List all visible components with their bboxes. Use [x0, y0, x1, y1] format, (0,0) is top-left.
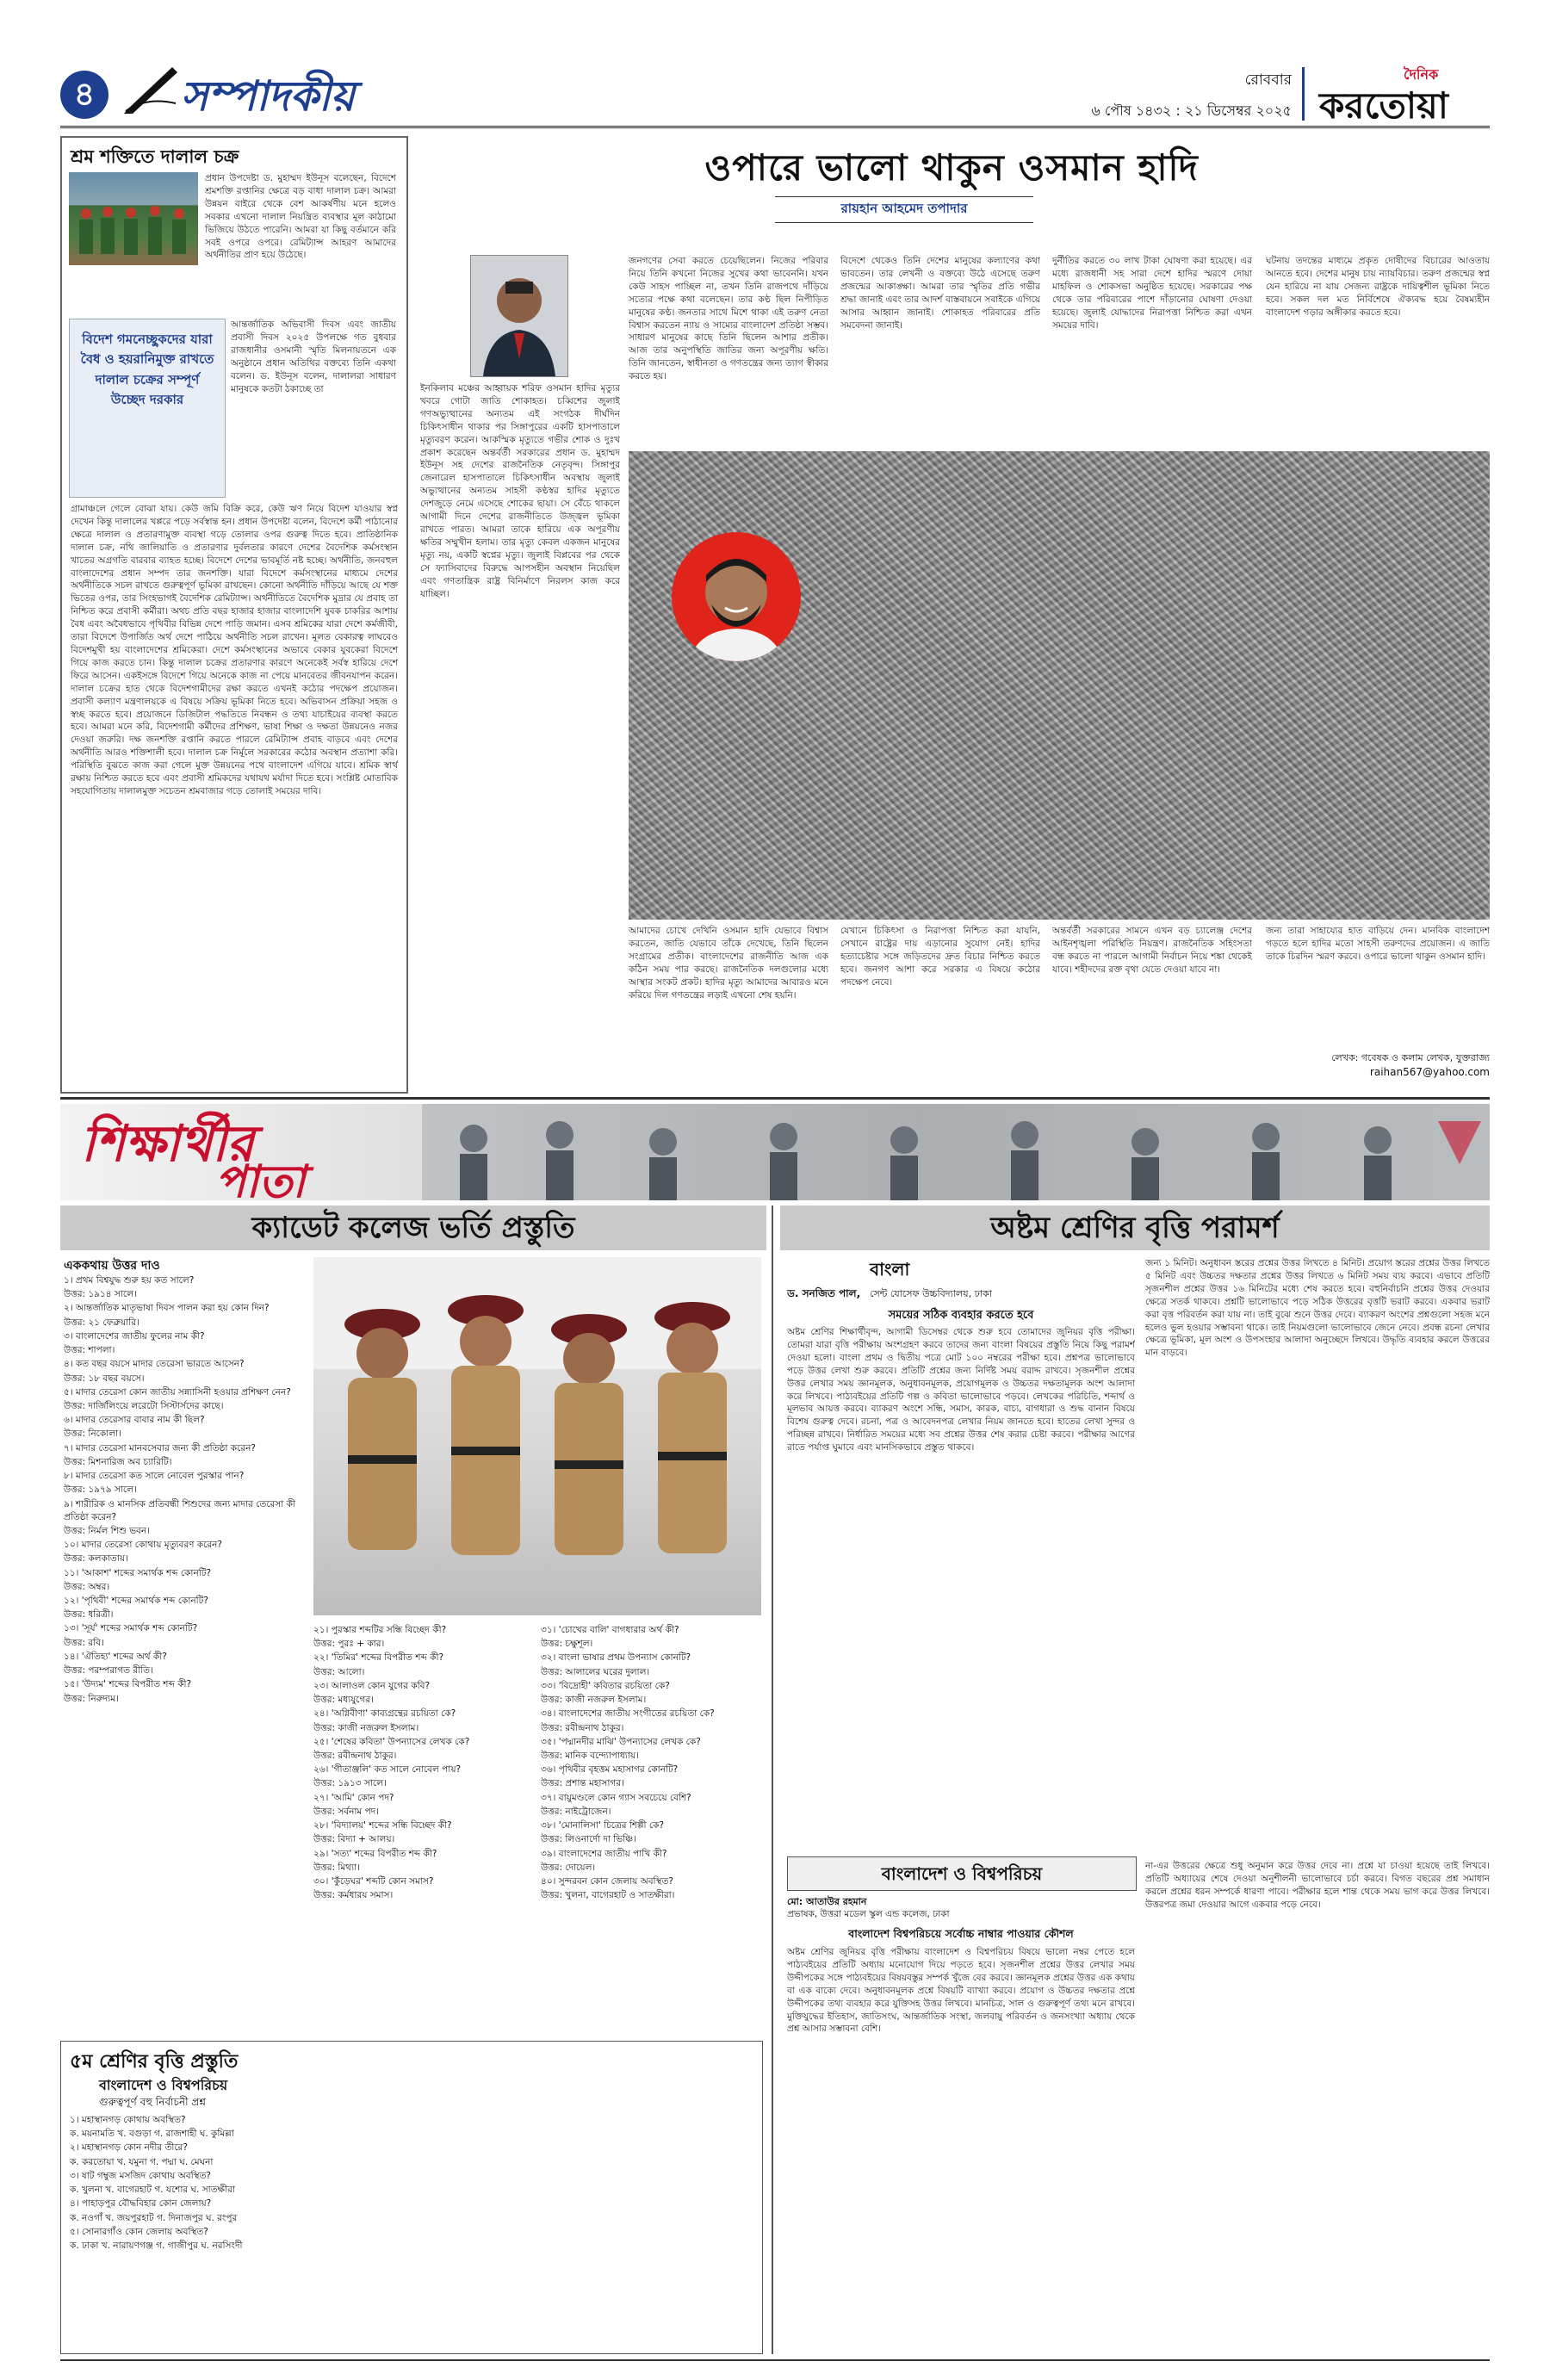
half-divider: [772, 1205, 773, 2354]
class8-body2: জন্য ১ মিনিট। অনুধাবন স্তরের প্রশ্নের উত্তর লিখতে ৪ মিনিট। প্রয়োগ স্তরের প্রশ্নের উত্তর লিখতে ৫ মিনিট এবং উচ্চতর দক্ষতার প্রশ্নের উত্তর লিখতে ৬ মিনিট সময় ব্যয় করবে। এভাবে প্রতিটি সৃজনশীল প্রশ্নের উত্তর ১৬ মিনিটের মধ্যে শেষ করতে হবে। বহুনির্বাচনি প্রশ্নের উত্তর দেওয়ার ক্ষেত্রে সতর্ক থাকবে। প্রশ্নটি ভালোভাবে পড়ে সঠিক উত্তরের বৃত্তটি ভরাট করবে। একবার ভরাট করা বৃত্ত পরিবর্তন করা যায় না। তাই বুঝে শুনে উত্তর দেবে। ব্যাকরণ অংশের প্রশ্নগুলো সহজ মনে হলেও ভুল হওয়ার সম্ভাবনা থাকে। তাই নিয়মগুলো ভালোভাবে জেনে নেবে। প্রবন্ধ রচনা লেখার ক্ষেত্রে ভূমিকা, মূল অংশ ও উপসংহার আলাদা অনুচ্ছেদে লিখবে। উদ্ধৃতি ব্যবহার করলে উত্তরের মান বাড়বে।: [1145, 1258, 1490, 1359]
crowd-overlay: [629, 451, 1490, 920]
masthead-rule: [60, 126, 1490, 128]
qa-line: ৩৩। 'বিদ্রোহী' কবিতার রচয়িতা কে?: [541, 1680, 670, 1691]
qa-line: উত্তর: ধরিত্রী।: [64, 1609, 114, 1621]
scholar5-heading: ৫ম শ্রেণির বৃত্তি প্রস্তুতি: [70, 2051, 239, 2073]
qa-mid-list: [313, 1624, 529, 2003]
mcq-line: ৩। ষাট গম্বুজ মসজিদ কোথায় অবস্থিত?: [70, 2170, 211, 2181]
qa-line: ২৭। 'আমি' কোন পদ?: [313, 1792, 394, 1803]
article-col2: জনগণের সেবা করতে চেয়েছিলেন। নিজের পরিবার নিয়ে তিনি কখনো নিজের সুখের কথা ভাবেননি। যখন কেউ সাহস পাচ্ছিল না, তখন তিনি রাজপথে দাঁড়িয়ে সত্যের পক্ষে কথা বলেছেন। তার কণ্ঠ ছিল নিপীড়িত মানুষের কণ্ঠ। জনতার সাথে মিশে থাকা এই তরুণ নেতা বিশ্বাস করতেন ন্যায় ও সাম্যের বাংলাদেশ প্রতিষ্ঠা সম্ভব। সাধারণ মানুষের কাছে তিনি ছিলেন আশার প্রতীক। আজ তার অনুপস্থিতি জাতির জন্য অপূরণীয় ক্ষতি। তিনি জানতেন, স্বাধীনতা ও গণতন্ত্রের জন্য ত্যাগ স্বীকার করতে হয়।: [629, 256, 828, 382]
qa-line: ৩৭। বায়ুমণ্ডলে কোন গ্যাস সবচেয়ে বেশি?: [541, 1792, 691, 1803]
bd-heading: বাংলাদেশ ও বিশ্বপরিচয়: [881, 1863, 1043, 1884]
qa-line: ২৪। 'অগ্নিবীণা' কাব্যগ্রন্থের রচয়িতা কে?: [313, 1708, 456, 1720]
qa-line: ১০। মাদার তেরেসা কোথায় মৃত্যুবরণ করেন?: [64, 1540, 222, 1551]
qa-line: ৩৫। 'পদ্মানদীর মাঝি' উপন্যাসের লেখক কে?: [541, 1736, 701, 1747]
one-word-label: এককথায় উত্তর দাও: [64, 1259, 160, 1273]
article-email: raihan567@yahoo.com: [1369, 1066, 1490, 1078]
cadet-heading-text: ক্যাডেট কলেজ ভর্তি প্রস্তুতি: [251, 1211, 575, 1245]
qa-line: ৯। শারীরিক ও মানসিক প্রতিবন্ধী শিশুদের জন্য মাদার তেরেসা কী প্রতিষ্ঠা করেন?: [64, 1498, 295, 1522]
qa-line: উত্তর: লিওনার্দো দা ভিঞ্চি।: [541, 1834, 636, 1845]
paper-name: করতোয়া: [1319, 84, 1448, 127]
qa-line: উত্তর: ১৯১৩ সালে।: [313, 1778, 387, 1789]
qa-line: ১৫। 'উদ্যম' শব্দের বিপরীত শব্দ কী?: [64, 1679, 192, 1690]
editorial-box: [60, 136, 408, 1094]
qa-line: ২২। 'তিমির' শব্দের বিপরীত শব্দ কী?: [313, 1652, 444, 1664]
cadets-photo: [313, 1257, 761, 1615]
qa-line: উত্তর: আলালের ঘরের দুলাল।: [541, 1666, 650, 1677]
qa-line: ৩৪। বাংলাদেশের জাতীয় সংগীতের রচয়িতা কে?: [541, 1708, 715, 1720]
editorial-pullquote: বিদেশ গমনেচ্ছুকদের যারা বৈধ ও হয়রানিমুক্ত রাখতে দালাল চক্রের সম্পূর্ণ উচ্ছেদ দরকার: [80, 332, 214, 407]
student-banner: [60, 1104, 1490, 1200]
qa-line: ৪০। সুন্দরবন কোন জেলায় অবস্থিত?: [541, 1875, 673, 1887]
crowd-photo: [629, 451, 1490, 920]
article-title: ওপারে ভালো থাকুন ওসমান হাদি: [704, 146, 1199, 189]
qa-line: উত্তর: বিদ্যা + আলয়।: [313, 1834, 395, 1845]
masthead: [60, 62, 1490, 129]
qa-mid2-list: [541, 1624, 761, 2003]
bd-body2: না-এর উত্তরের ক্ষেত্রে শুধু অনুমান করে উত্তর দেবে না। প্রশ্নে যা চাওয়া হয়েছে তাই লিখবে। প্রতিটি অধ্যায়ের শেষে দেওয়া অনুশীলনী ভালোভাবে চর্চা করবে। বিগত বছরের প্রশ্ন সমাধান করলে প্রশ্নের ধরন সম্পর্কে ধারণা পাবে। পরীক্ষার হলে শান্ত থেকে সময় ভাগ করে উত্তর লিখবে। উত্তরপত্র জমা দেওয়ার আগে একবার পড়ে নেবে।: [1145, 1861, 1490, 1910]
mcq-line: ১। মহাস্থানগড় কোথায় অবস্থিত?: [70, 2115, 186, 2125]
qa-line: ৩। বাংলাদেশের জাতীয় ফুলের নাম কী?: [64, 1330, 205, 1342]
scholar5-list: [70, 2114, 380, 2346]
class8-author: ড. সনজিত পাল,: [787, 1287, 861, 1299]
banner-title-2: পাতা: [215, 1156, 306, 1200]
scholar5-note: গুরুত্বপূর্ণ বহু নির্বাচনী প্রশ্ন: [99, 2096, 206, 2108]
mcq-line: ৫। সোনারগাঁও কোন জেলায় অবস্থিত?: [70, 2226, 208, 2237]
qa-line: উত্তর: রবি।: [64, 1637, 104, 1648]
qa-line: উত্তর: নিরুদ্যম।: [64, 1693, 119, 1704]
qa-left-list: [64, 1274, 305, 2032]
pen-icon: [121, 62, 181, 114]
qa-line: ১১। 'আকাশ' শব্দের সমার্থক শব্দ কোনটি?: [64, 1567, 212, 1578]
bottom-rule: [60, 2359, 1490, 2361]
cadet-heading: [60, 1205, 766, 1250]
bd-section: বাংলাদেশ বিশ্বপরিচয়ে সর্বোচ্চ নাম্বার পাওয়ার কৌশল: [848, 1927, 1074, 1940]
qa-line: উত্তর: নিকোলা।: [64, 1429, 121, 1440]
qa-line: ৭। মাদার তেরেসা মানবসেবার জন্য কী প্রতিষ্ঠা করেন?: [64, 1442, 256, 1453]
article-lower-last: জন্য তারা সাহায্যের হাত বাড়িয়ে দেন। মানবিক বাংলাদেশ গড়তে হলে হাদির মতো সাহসী তরুণদের প্রয়োজন। এ জাতি তাকে চিরদিন স্মরণ করবে। ওপারে ভালো থাকুন ওসমান হাদি।: [1266, 926, 1490, 962]
section-title: সম্পাদকীয়: [181, 72, 356, 121]
bd-body: অষ্টম শ্রেণির জুনিয়র বৃত্তি পরীক্ষায় বাংলাদেশ ও বিশ্বপরিচয় বিষয়ে ভালো নম্বর পেতে হলে পাঠ্যবইয়ের প্রতিটি অধ্যায় মনোযোগ দিয়ে পড়তে হবে। সৃজনশীল প্রশ্নের উত্তর লেখার সময় উদ্দীপকের সঙ্গে পাঠ্যবইয়ের বিষয়বস্তুর সম্পর্ক খুঁজে বের করবে। জ্ঞানমূলক প্রশ্নের উত্তর এক কথায় বা এক বাক্যে দেবে। অনুধাবনমূলক প্রশ্নে বিষয়টি ব্যাখ্যা করবে। প্রয়োগ ও উচ্চতর দক্ষতার প্রশ্নে উদ্দীপকের তথ্য ব্যবহার করে যুক্তিসহ উত্তর লিখবে। মানচিত্র, সাল ও গুরুত্বপূর্ণ তথ্য মনে রাখবে। মুক্তিযুদ্ধের ইতিহাস, জাতিসংঘ, আন্তর্জাতিক সংস্থা, জলবায়ু পরিবর্তন ও জনসংখ্যা অধ্যায় থেকে প্রশ্ন আসার সম্ভাবনা বেশি।: [787, 1947, 1135, 2035]
qa-line: উত্তর: নির্মল শিশু ভবন।: [64, 1525, 150, 1536]
editorial-pullquote-box: [69, 319, 226, 498]
qa-line: ১৩। 'সূর্য' শব্দের সমার্থক শব্দ কোনটি?: [64, 1623, 198, 1634]
class8-heading-text: অষ্টম শ্রেণির বৃত্তি পরামর্শ: [990, 1211, 1280, 1245]
qa-line: ২৯। 'সত্য' শব্দের বিপরীত শব্দ কী?: [313, 1848, 437, 1859]
qa-line: ২৩। আলাওল কোন যুগের কবি?: [313, 1680, 431, 1691]
qa-line: উত্তর: ১৮ বছর বয়সে।: [64, 1373, 145, 1384]
article-lower-left: আমাদের চোখে দেখিনি ওসমান হাদি যেভাবে বিশ্বাস করতেন, জাতি যেভাবে তাঁকে দেখেছে, তিনি ছিলেন সংগ্রামের প্রতীক। বাংলাদেশের রাজনীতি আজ এক কঠিন সময় পার করছে। রাজনৈতিক দলগুলোর মধ্যে আস্থার সংকট প্রকট। হাদির মৃত্যু আমাদের আবারও মনে করিয়ে দিল গণতন্ত্রের লড়াই এখনো শেষ হয়নি।: [629, 926, 828, 1001]
qa-line: ৪। কত বছর বয়সে মাদার তেরেসা ভারতে আসেন?: [64, 1359, 245, 1370]
qa-line: ২৮। 'বিদ্যালয়' শব্দের সন্ধি বিচ্ছেদ কী?: [313, 1820, 452, 1831]
banner-students-photo: [422, 1104, 1490, 1200]
mcq-line: ক. ঢাকা খ. নারায়ণগঞ্জ গ. গাজীপুর ঘ. নরসিংদী: [70, 2240, 243, 2251]
date: ৬ পৌষ ১৪৩২ : ২১ ডিসেম্বর ২০২৫: [1091, 102, 1292, 119]
qa-line: উত্তর: খুলনা, বাগেরহাট ও সাতক্ষীরা।: [541, 1890, 675, 1901]
article-byline-note: লেখক: গবেষক ও কলাম লেখক, যুক্তরাজ্য: [1331, 1052, 1490, 1063]
class8-section: সময়ের সঠিক ব্যবহার করতে হবে: [888, 1309, 1034, 1322]
qa-line: ৩৯। বাংলাদেশের জাতীয় পাখি কী?: [541, 1848, 667, 1859]
page-number-badge: [60, 71, 108, 119]
qa-line: উত্তর: রবীন্দ্রনাথ ঠাকুর।: [313, 1750, 397, 1761]
mcq-line: ৪। পাহাড়পুর বৌদ্ধবিহার কোন জেলায়?: [70, 2198, 212, 2210]
qa-line: ২। আন্তর্জাতিক মাতৃভাষা দিবস পালন করা হয় কোন দিন?: [64, 1303, 270, 1314]
day: রোববার: [1244, 71, 1292, 89]
mcq-line: ক. করতোয়া খ. যমুনা গ. পদ্মা ঘ. মেঘনা: [70, 2156, 214, 2167]
banner-title-1: শিক্ষার্থীর: [81, 1114, 254, 1173]
article-lower-right: অন্তর্বর্তী সরকারের সামনে এখন বড় চ্যালেঞ্জ দেশের আইনশৃঙ্খলা পরিস্থিতি নিয়ন্ত্রণ। রাজনৈতিক সহিংসতা বন্ধ করতে না পারলে আগামী নির্বাচন নিয়ে শঙ্কা থেকেই যাবে। শহীদদের রক্ত বৃথা যেতে দেওয়া যাবে না।: [1052, 926, 1252, 975]
qa-line: উত্তর: দোয়েল।: [541, 1862, 596, 1873]
qa-line: উত্তর: কর্মধারয় সমাস।: [313, 1890, 394, 1901]
qa-line: ৮। মাদার তেরেসা কত সালে নোবেল পুরস্কার পান?: [64, 1471, 245, 1482]
scholar5-box: [60, 2041, 763, 2354]
qa-line: উত্তর: শাপলা।: [64, 1345, 115, 1356]
qa-line: ১। প্রথম বিশ্বযুদ্ধ শুরু হয় কত সালে?: [64, 1275, 195, 1286]
qa-line: উত্তর: রবীন্দ্রনাথ ঠাকুর।: [541, 1722, 624, 1733]
mcq-line: ক. ময়নামতি খ. বগুড়া গ. রাজশাহী ঘ. কুমিল্লা: [70, 2129, 234, 2140]
mcq-line: ক. নওগাঁ খ. জয়পুরহাট গ. দিনাজপুর ঘ. রংপুর: [70, 2212, 238, 2223]
qa-line: ১৪। 'ঐতিহ্য' শব্দের অর্থ কী?: [64, 1651, 167, 1662]
qa-line: উত্তর: পুরঃ + কার।: [313, 1639, 385, 1650]
class8-author-note: সেন্ট যোসেফ উচ্চবিদ্যালয়, ঢাকা: [870, 1288, 992, 1299]
editorial-title: শ্রম শক্তিতে দালাল চক্র: [71, 146, 239, 167]
qa-line: ৩১। 'চোখের বালি' বাগধারার অর্থ কী?: [541, 1625, 679, 1635]
qa-line: উত্তর: কাজী নজরুল ইসলাম।: [313, 1722, 419, 1733]
article-col5: ঘটনায় তদন্তের মাধ্যমে প্রকৃত দোষীদের বিচারের আওতায় আনতে হবে। দেশের মানুষ চায় ন্যায়বিচার। তরুণ প্রজন্মের স্বপ্ন যেন হারিয়ে না যায় সেজন্য রাষ্ট্রকে দায়িত্বশীল ভূমিকা নিতে হবে। সকল দল মত নির্বিশেষে ঐক্যবদ্ধ হয়ে বৈষম্যহীন বাংলাদেশ গড়ার অঙ্গীকার করতে হবে।: [1266, 256, 1490, 318]
article-lower-mid: যেখানে চিকিৎসা ও নিরাপত্তা নিশ্চিত করা যায়নি, সেখানে রাষ্ট্রের দায় এড়ানোর সুযোগ নেই। হাদির হত্যাচেষ্টার সঙ্গে জড়িতদের দ্রুত বিচার নিশ্চিত করতে হবে। জনগণ আশা করে সরকার এ বিষয়ে কঠোর পদক্ষেপ নেবে।: [840, 926, 1040, 988]
qa-line: উত্তর: চক্ষুশূল।: [541, 1639, 593, 1650]
paper-name-small: দৈনিক: [1404, 66, 1439, 83]
qa-line: ৩২। বাংলা ভাষার প্রথম উপন্যাস কোনটি?: [541, 1652, 691, 1664]
qa-line: ২৫। 'শেষের কবিতা' উপন্যাসের লেখক কে?: [313, 1736, 470, 1747]
author-photo: [470, 255, 568, 377]
article-author: রায়হান আহমেদ তপাদার: [775, 196, 1033, 223]
qa-line: উত্তর: ২১ ফেব্রুয়ারি।: [64, 1317, 140, 1328]
qa-line: ৫। মাদার তেরেসা কোন জাতীয় সন্ন্যাসিনী হওয়ার প্রশিক্ষণ নেন?: [64, 1386, 291, 1398]
editorial-body: গ্রামাঞ্চলে গেলে বোঝা যায়। কেউ জমি বিক্রি করে, কেউ ঋণ নিয়ে বিদেশ যাওয়ার স্বপ্ন দেখেন কিন্তু দালালের খপ্পরে পড়ে সর্বস্বান্ত হন। প্রধান উপদেষ্টা বলেন, বিদেশে কর্মী পাঠানোর ক্ষেত্রে দালাল ও প্রতারণামুক্ত ব্যবস্থা গড়ে তোলার ওপর গুরুত্ব দিতে হবে। প্রাতিষ্ঠানিক দালাল চক্র, নথি জালিয়াতি ও প্রতারণার দুর্বলতার কারণে দেশের বৈদেশিক কর্মসংস্থান খাতের অগ্রগতি বারবার ব্যাহত হচ্ছে। বিদেশে দেশের ভাবমূর্তি নষ্ট হচ্ছে। অর্থনীতি, জনবহুল বাংলাদেশের প্রধান সম্পদ তার জনশক্তি। যারা বিদেশে কর্মসংস্থানের মাধ্যমে দেশের অর্থনীতিকে সচল রাখতে গুরুত্বপূর্ণ ভূমিকা রাখছেন। কোনো অর্থনীতি দাঁড়িয়ে আছে যে শক্ত ভিতের ওপর, তার সিংহভাগই বৈদেশিক রেমিট্যান্স। অর্থনীতিতে বৈদেশিক মুদ্রার যে প্রবাহ তা নিশ্চিত করে প্রবাসী কর্মীরা। অথচ প্রতি বছর হাজার হাজার বাংলাদেশি যুবক চাকরির আশায় বৈধ এবং অবৈধভাবে পৃথিবীর বিভিন্ন দেশে পাড়ি জমান। এসব শ্রমিকের যারা দেশে কর্মজীবী, তারা বিদেশে উপার্জিত অর্থ দেশে পাঠিয়ে অর্থনীতি সচল রাখেন। মূলত বেকারত্ব লাঘবেও বিদেশমুখী হয় বাংলাদেশের শ্রমিকেরা। দেশে কর্মসংস্থানের অভাবে বেকার যুবকেরা বিদেশে গিয়ে কাজ করতে চান। কিন্তু দালাল চক্রের প্রতারণার কারণে অনেকেই সর্বস্ব হারিয়ে দেশে ফিরে আসেন। একইসঙ্গে বিদেশে গিয়ে অনেকে কাজ না পেয়ে মানবেতর জীবনযাপন করেন। দালাল চক্রের হাত থেকে বিদেশগামীদের রক্ষা করতে এখনই কঠোর পদক্ষেপ প্রয়োজন। প্রবাসী কল্যাণ মন্ত্রণালয়কে এ বিষয়ে সক্রিয় ভূমিকা নিতে হবে। অভিবাসন প্রক্রিয়া সহজ ও স্বচ্ছ করতে হবে। প্রয়োজনে ডিজিটাল পদ্ধতিতে নিবন্ধন ও তথ্য যাচাইয়ের ব্যবস্থা করতে হবে। আমরা মনে করি, বিদেশগামী কর্মীদের প্রশিক্ষণ, ভাষা শিক্ষা ও দক্ষতা উন্নয়নেও নজর দেওয়া জরুরি। দক্ষ জনশক্তি রপ্তানি করতে পারলে রেমিট্যান্স প্রবাহ বাড়বে এবং দেশের অর্থনীতি আরও শক্তিশালী হবে। দালাল চক্র নির্মূলে সরকারের কঠোর অবস্থান প্রত্যাশা করি। পরিস্থিতি বুঝতে কাজ করা গেলে মুক্ত উন্নয়নের পথে বাংলাদেশ এগিয়ে যাবে। শ্রমিক স্বার্থ রক্ষায় নিশ্চিত করতে হবে এবং প্রবাসী শ্রমিকদের যথাযথ মর্যাদা দিতে হবে। সংশ্লিষ্ট মোতাবিক সহযোগিতায় দালালমুক্ত সচেতন শ্রমবাজার গড়ে তোলাই সময়ের দাবি।: [71, 504, 398, 796]
qa-line: ৩৬। পৃথিবীর বৃহত্তম মহাসাগর কোনটি?: [541, 1764, 679, 1776]
qa-line: উত্তর: মানিক বন্দ্যোপাধ্যায়।: [541, 1750, 639, 1761]
qa-line: উত্তর: প্রশান্ত মহাসাগর।: [541, 1778, 624, 1789]
qa-line: উত্তর: মিশনারিজ অব চ্যারিটি।: [64, 1456, 172, 1467]
qa-line: উত্তর: অম্বর।: [64, 1581, 110, 1592]
qa-line: উত্তর: সর্বনাম পদ।: [313, 1806, 379, 1817]
qa-line: ৩০। 'কুঁড়েঘর' শব্দটি কোন সমাস?: [313, 1875, 434, 1887]
qa-line: উত্তর: কলকাতায়।: [64, 1553, 128, 1565]
class8-subject: বাংলা: [870, 1259, 910, 1280]
section-divider: [60, 1097, 1490, 1100]
scholar5-sub: বাংলাদেশ ও বিশ্বপরিচয়: [99, 2077, 228, 2093]
article-col1: ইনকিলাব মঞ্চের আহ্বায়ক শরিফ ওসমান হাদির মৃত্যুর খবরে গোটা জাতি শোকাহত। চব্বিশের জুলাই গণঅভ্যুত্থানের অন্যতম এই সংগঠক দীর্ঘদিন চিকিৎসাধীন থাকার পর সিঙ্গাপুরের একটি হাসপাতালে মৃত্যুবরণ করেন। আকস্মিক মৃত্যুতে গভীর শোক ও দুঃখ প্রকাশ করেছেন অন্তর্বর্তী সরকারের প্রধান ড. মুহাম্মদ ইউনূস সহ দেশের রাজনৈতিক নেতৃবৃন্দ। সিঙ্গাপুর জেনারেল হাসপাতালে চিকিৎসাধীন অবস্থায় জুলাই অভ্যুত্থানের অন্যতম সাহসী কণ্ঠস্বর হাদির মৃত্যুতে দেশজুড়ে নেমে এসেছে শোকের ছায়া। সে বেঁচে থাকলে আগামী দিনে দেশের রাজনীতিতে উজ্জ্বল ভূমিকা রাখতে পারত। আমরা তাকে হারিয়ে এক অপূরণীয় ক্ষতির সম্মুখীন হলাম। তার মৃত্যু কেবল একজন মানুষের মৃত্যু নয়, একটি স্বপ্নের মৃত্যু। জুলাই বিপ্লবের পর থেকে সে ফ্যাসিবাদের বিরুদ্ধে আপসহীন অবস্থান নিয়েছিল এবং গণতান্ত্রিক রাষ্ট্র বিনির্মাণে নিরলস কাজ করে যাচ্ছিল।: [420, 383, 620, 599]
editorial-lead: প্রধান উপদেষ্টা ড. মুহাম্মদ ইউনূস বলেছেন, বিদেশে শ্রমশক্তি রপ্তানির ক্ষেত্রে বড় বাধা দালাল চক্র। আমরা উন্নয়ন বাইরে থেকে বেশ আকর্ষণীয় মনে হলেও সবকার এখনো দালাল নিয়ন্ত্রিত ব্যবস্থার মূল কাঠামো ভিজিয়ে উঠতে পারেনি। আমরা যা কিছু বর্তমানে করি সবই ওপরে ওপরে। রেমিট্যান্স আহরণ আমাদের অর্থনীতির প্রাণ হয়ে উঠেছে।: [205, 173, 396, 261]
qa-line: ২১। পুরস্কার শব্দটির সন্ধি বিচ্ছেদ কী?: [313, 1625, 447, 1635]
bd-author-note: প্রভাষক, উত্তরা মডেল স্কুল এন্ড কলেজ, ঢাকা: [787, 1909, 950, 1919]
article-col3: বিদেশে থেকেও তিনি দেশের মানুষের কল্যাণের কথা ভাবতেন। তার লেখনী ও বক্তব্যে উঠে এসেছে তরুণ প্রজন্মের আকাঙ্ক্ষা। আমরা তার স্মৃতির প্রতি গভীর শ্রদ্ধা জানাই এবং তার আদর্শ বাস্তবায়নে সবাইকে এগিয়ে আসার আহ্বান জানাই। শোকাহত পরিবারের প্রতি সমবেদনা জানাই।: [840, 256, 1040, 331]
bd-author: মো: আতাউর রহমান: [787, 1896, 867, 1907]
qa-line: ১২। 'পৃথিবী' শব্দের সমার্থক শব্দ কোনটি?: [64, 1596, 208, 1607]
qa-line: ৬। মাদার তেরেসার বাবার নাম কী ছিল?: [64, 1415, 205, 1426]
qa-line: উত্তর: মিথ্যা।: [313, 1862, 360, 1873]
article-col4: দুর্নীতির করতে ৩০ লাখ টাকা ঘোষণা করা হয়েছে। এর মধ্যে রাজধানী সহ সারা দেশে হাদির স্মরণে দোয়া মাহফিল ও শোকসভা অনুষ্ঠিত হয়েছে। সরকারের পক্ষ থেকে তার পরিবারের পাশে দাঁড়ানোর ঘোষণা দেওয়া হয়েছে। জুলাই যোদ্ধাদের নিরাপত্তা নিশ্চিত করা এখন সময়ের দাবি।: [1052, 256, 1252, 331]
qa-line: ২৬। 'গীতাঞ্জলি' কত সালে নোবেল পায়?: [313, 1764, 462, 1776]
qa-line: ৩৮। 'মোনালিসা' চিত্রের শিল্পী কে?: [541, 1820, 665, 1831]
portrait-inset: [672, 532, 801, 661]
mcq-line: ক. খুলনা খ. বাগেরহাট গ. যশোর ঘ. সাতক্ষীরা: [70, 2185, 235, 2196]
editorial-side-text: আন্তর্জাতিক অভিবাসী দিবস এবং জাতীয় প্রবাসী দিবস ২০২৫ উপলক্ষে গত বুধবার রাজধানীর ওসমানী স্মৃতি মিলনায়তনে এক অনুষ্ঠানে প্রধান অতিথির বক্তব্যে তিনি একথা বলেন। ড. ইউনূস বলেন, দালালরা সাধারণ মানুষকে কতটা ঠকাচ্ছে তা: [231, 319, 396, 394]
qa-line: উত্তর: পরম্পরাগত রীতি।: [64, 1665, 153, 1677]
class8-body1: অষ্টম শ্রেণির শিক্ষার্থীবৃন্দ, আগামী ডিসেম্বর থেকে শুরু হবে তোমাদের জুনিয়র বৃত্তি পরীক্ষা। তোমরা যারা বৃত্তি পরীক্ষায় অংশগ্রহণ করবে তাদের জন্য বাংলা বিষয়ের প্রস্তুতি নিয়ে কিছু পরামর্শ দেওয়া হলো। বাংলা প্রথম ও দ্বিতীয় পত্রে মোট ১০০ নম্বরের পরীক্ষা হবে। প্রশ্নপত্র ভালোভাবে পড়ে উত্তর লেখা শুরু করবে। প্রতিটি প্রশ্নের জন্য নির্দিষ্ট সময় বরাদ্দ রাখবে। সৃজনশীল প্রশ্নের উত্তর লেখার সময় জ্ঞানমূলক, অনুধাবনমূলক, প্রয়োগমূলক ও উচ্চতর দক্ষতামূলক অংশ আলাদা করে লিখবে। পাঠ্যবইয়ের প্রতিটি গল্প ও কবিতা ভালোভাবে পড়বে। লেখকের পরিচিতি, শব্দার্থ ও মূলভাব আয়ত্ত করবে। ব্যাকরণ অংশে সন্ধি, সমাস, কারক, বাচ্য, বাগধারা ও শুদ্ধ বানান বিষয়ে বিশেষ গুরুত্ব দেবে। রচনা, পত্র ও আবেদনপত্র লেখার নিয়ম জানতে হবে। হাতের লেখা সুন্দর ও পরিচ্ছন্ন রাখবে। নির্ধারিত সময়ের মধ্যে সব প্রশ্নের উত্তর শেষ করার চেষ্টা করবে। পরীক্ষার আগের রাতে পর্যাপ্ত ঘুমাবে এবং মানসিকভাবে প্রস্তুত থাকবে।: [787, 1327, 1135, 1453]
class8-heading: [780, 1205, 1490, 1250]
mcq-line: ২। মহাস্থানগড় কোন নদীর তীরে?: [70, 2142, 188, 2154]
masthead-divider: [1302, 67, 1305, 121]
qa-line: উত্তর: দার্জিলিংয়ে লরেটো সিস্টার্সদের কাছে।: [64, 1400, 224, 1411]
qa-line: উত্তর: নাইট্রোজেন।: [541, 1806, 611, 1817]
qa-line: উত্তর: কাজী নজরুল ইসলাম।: [541, 1695, 647, 1706]
qa-line: উত্তর: মধ্যযুগের।: [313, 1695, 374, 1706]
qa-line: উত্তর: আলো।: [313, 1666, 365, 1677]
qa-line: উত্তর: ১৯১৪ সালে।: [64, 1289, 137, 1300]
soldiers-photo: [69, 172, 198, 265]
page-number: ৪: [73, 75, 96, 113]
bd-heading-box: [787, 1856, 1137, 1891]
qa-line: উত্তর: ১৯৭৯ সালে।: [64, 1484, 137, 1496]
